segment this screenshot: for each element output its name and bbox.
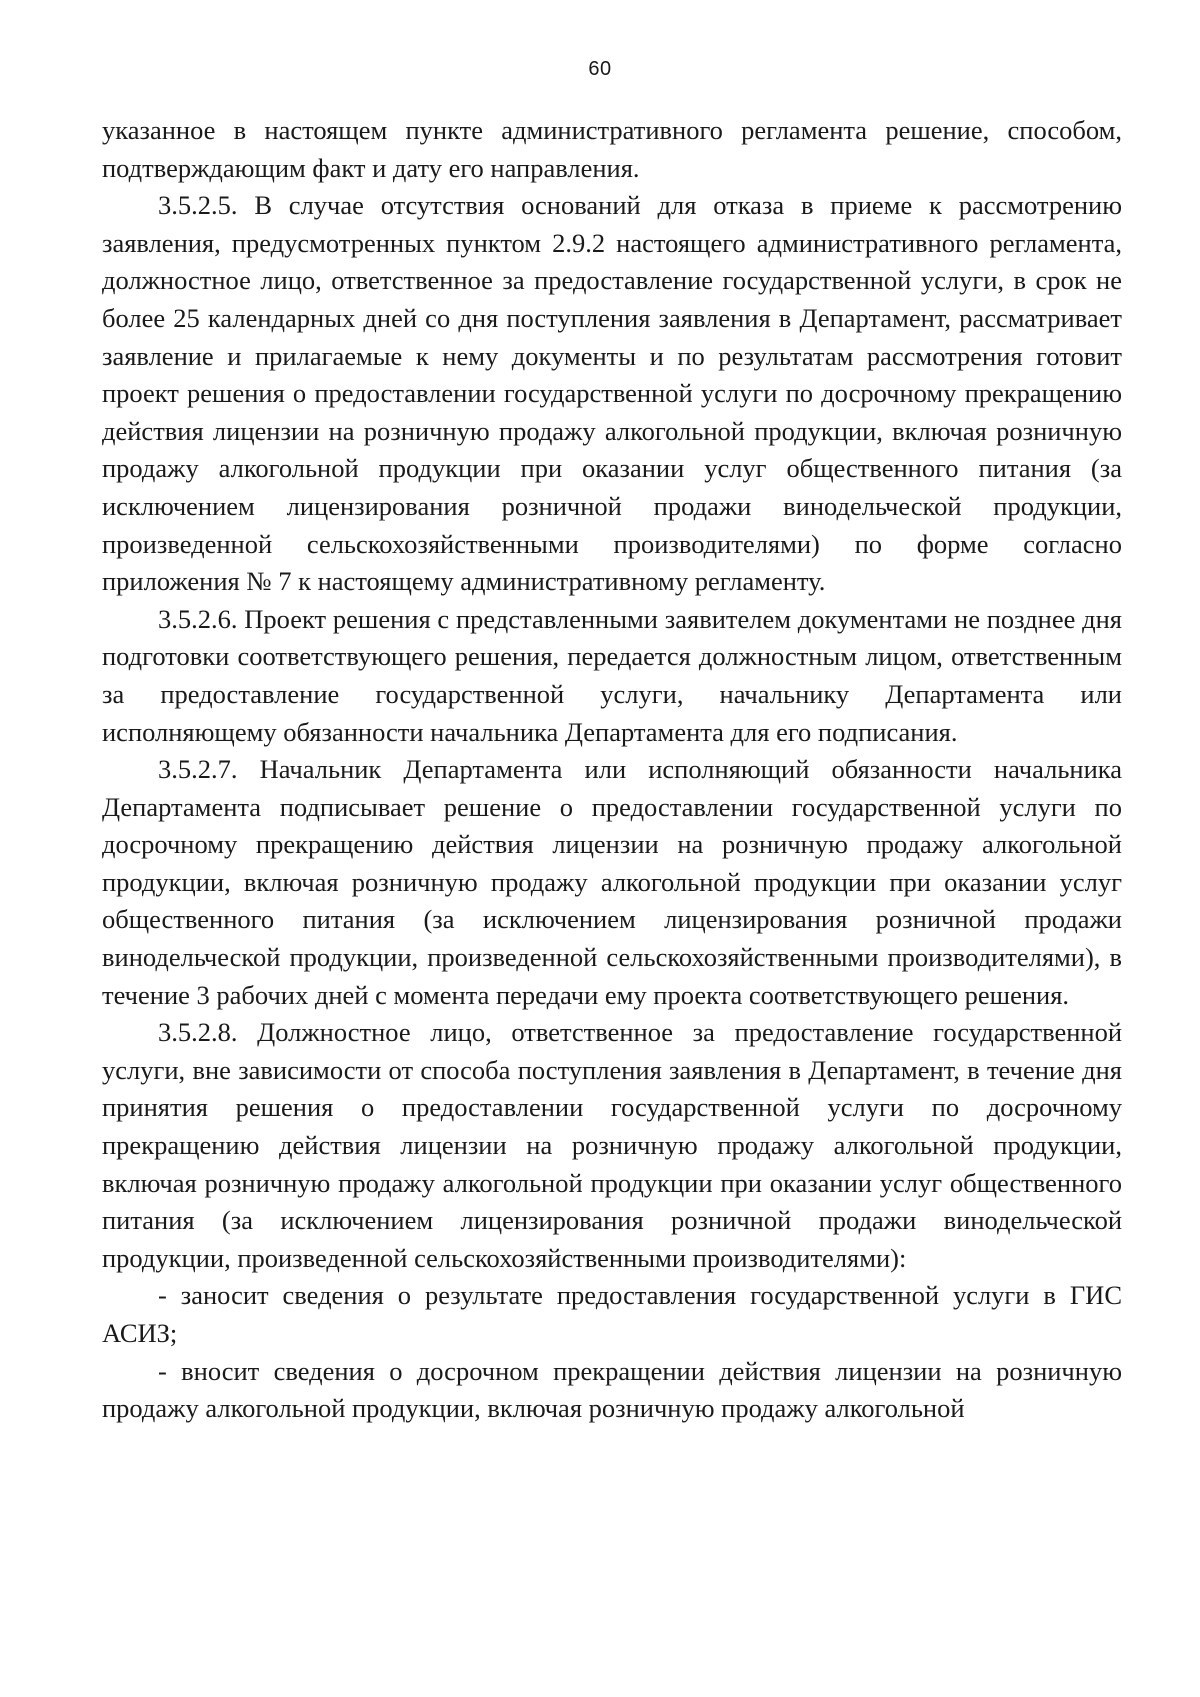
paragraph-3-5-2-8: 3.5.2.8. Должностное лицо, ответственное за предоставление государственной услуги, вне зависимости от способа поступления заявления в Департамент, в течение дня принятия решения о предоставлении государственной услуги по досрочному прекращению действия лицензии на розничную продажу алкогольной продукции, включая розничную продажу алкогольной продукции при оказании услуг общественного питания (за исключением лицензирования розничной продажи винодельческой продукции, произведенной сельскохозяйственными производителями): xyxy=(102,1017,1122,1273)
paragraph-3-5-2-5: 3.5.2.5. В случае отсутствия оснований для отказа в приеме к рассмотрению заявления, предусмотренных пунктом 2.9.2 настоящего административного регламента, должностное лицо, ответственное за предоставление государственной услуги, в срок не более 25 календарных дней со дня поступления заявления в Департамент, рассматривает заявление и прилагаемые к нему документы и по результатам рассмотрения готовит проект решения о предоставлении государственной услуги по досрочному прекращению действия лицензии на розничную продажу алкогольной продукции, включая розничную продажу алкогольной продукции при оказании услуг общественного питания (за исключением лицензирования розничной продажи винодельческой продукции, произведенной сельскохозяйственными производителями) по форме согласно приложения № 7 к настоящему административному регламенту. xyxy=(102,190,1122,597)
list-item-license-termination: - вносит сведения о досрочном прекращении действия лицензии на розничную продажу алкогольной продукции, включая розничную продажу алкогольной xyxy=(102,1355,1122,1424)
list-item-gis-asiz: - заносит сведения о результате предоставления государственной услуги в ГИС АСИЗ; xyxy=(102,1280,1122,1348)
document-body xyxy=(102,112,1122,1428)
paragraph-3-5-2-7: 3.5.2.7. Начальник Департамента или исполняющий обязанности начальника Департамента подписывает решение о предоставлении государственной услуги по досрочному прекращению действия лицензии на розничную продажу алкогольной продукции, включая розничную продажу алкогольной продукции при оказании услуг общественного питания (за исключением лицензирования розничной продажи винодельческой продукции, произведенной сельскохозяйственными производителями), в течение 3 рабочих дней с момента передачи ему проекта соответствующего решения. xyxy=(102,754,1122,1010)
paragraph-continuation: указанное в настоящем пункте административного регламента решение, способом, подтверждающим факт и дату его направления. xyxy=(102,115,1122,183)
page-number: 60 xyxy=(588,58,612,80)
paragraph-3-5-2-6: 3.5.2.6. Проект решения с представленными заявителем документами не позднее дня подготовки соответствующего решения, передается должностным лицом, ответственным за предоставление государственной услуги, начальнику Департамента или исполняющему обязанности начальника Департамента для его подписания. xyxy=(102,603,1122,747)
